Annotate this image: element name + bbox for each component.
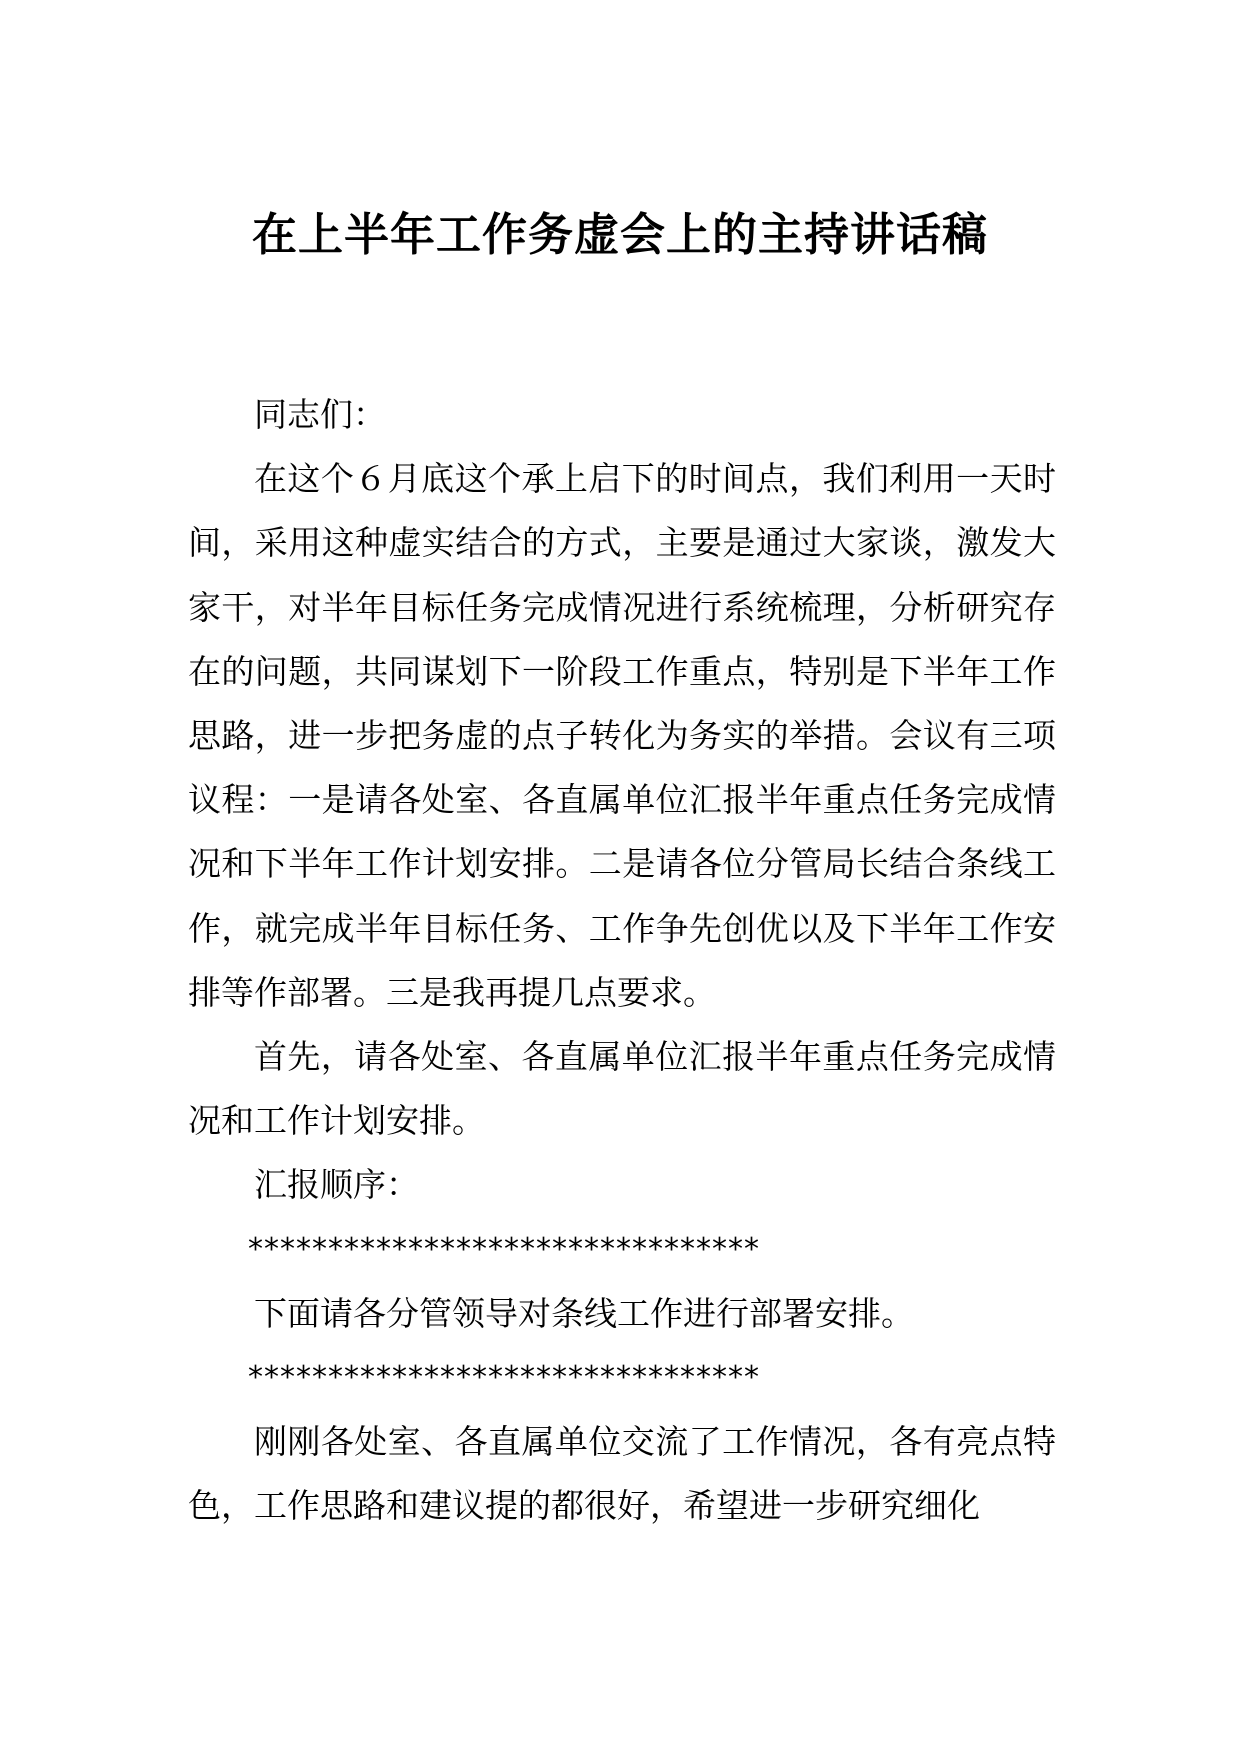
document-title: 在上半年工作务虚会上的主持讲话稿	[251, 208, 988, 261]
document-body	[188, 383, 1056, 1539]
placeholder-separator: ********************************	[248, 1231, 760, 1267]
report-order-label: 汇报顺序：	[254, 1165, 419, 1205]
placeholder-separator: ********************************	[248, 1360, 760, 1396]
leaders-deployment-paragraph: 下面请各分管领导对条线工作进行部署安排。	[254, 1293, 914, 1333]
salutation-paragraph: 同志们：	[254, 395, 386, 434]
summary-paragraph: 刚刚各处室、各直属单位交流了工作情况，各有亮点特色，工作思路和建议提的都很好，希望进一步研究细化	[188, 1422, 1056, 1526]
first-item-paragraph: 首先，请各处室、各直属单位汇报半年重点任务完成情况和工作计划安排。	[188, 1037, 1056, 1141]
agenda-paragraph: 在这个６月底这个承上启下的时间点，我们利用一天时间，采用这种虚实结合的方式，主要是通过大家谈，激发大家干，对半年目标任务完成情况进行系统梳理，分析研究存在的问题，共同谋划下一阶段工作重点，特别是下半年工作思路，进一步把务虚的点子转化为务实的举措。会议有三项议程：一是请各处室、各直属单位汇报半年重点任务完成情况和下半年工作计划安排。二是请各位分管局长结合条线工作，就完成半年目标任务、工作争先创优以及下半年工作安排等作部署。三是我再提几点要求。	[188, 459, 1056, 1012]
